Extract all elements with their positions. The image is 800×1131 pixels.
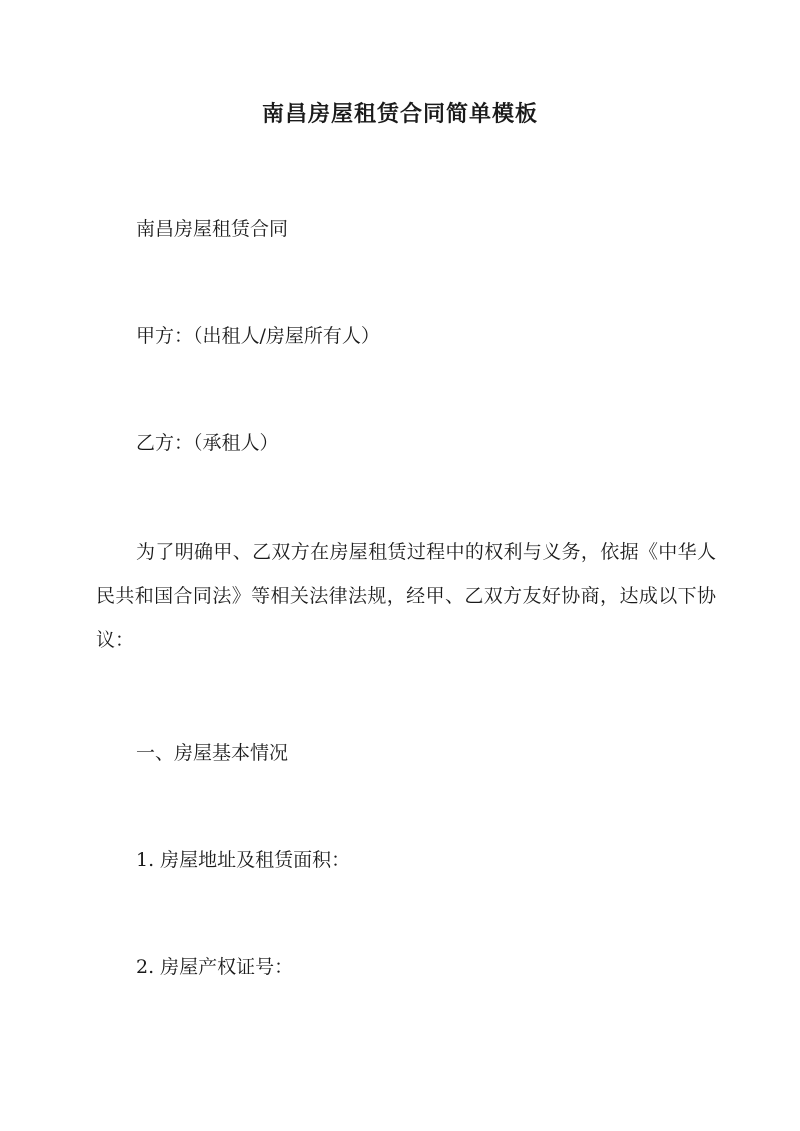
- document-title: 南昌房屋租赁合同简单模板: [261, 101, 538, 127]
- contract-subtitle: 南昌房屋租赁合同: [136, 218, 289, 240]
- party-a-line: 甲方：（出租人/房屋所有人）: [136, 325, 380, 347]
- item-2-property-cert: 2. 房屋产权证号：: [136, 956, 294, 978]
- intro-paragraph: 为了明确甲、乙双方在房屋租赁过程中的权利与义务，依据《中华人民共和国合同法》等相关法律法规，经甲、乙双方友好协商，达成以下协议：: [96, 541, 716, 651]
- party-b-line: 乙方：（承租人）: [136, 432, 279, 454]
- item-1-address-area: 1. 房屋地址及租赁面积：: [136, 849, 351, 871]
- section-1-heading: 一、房屋基本情况: [136, 742, 289, 764]
